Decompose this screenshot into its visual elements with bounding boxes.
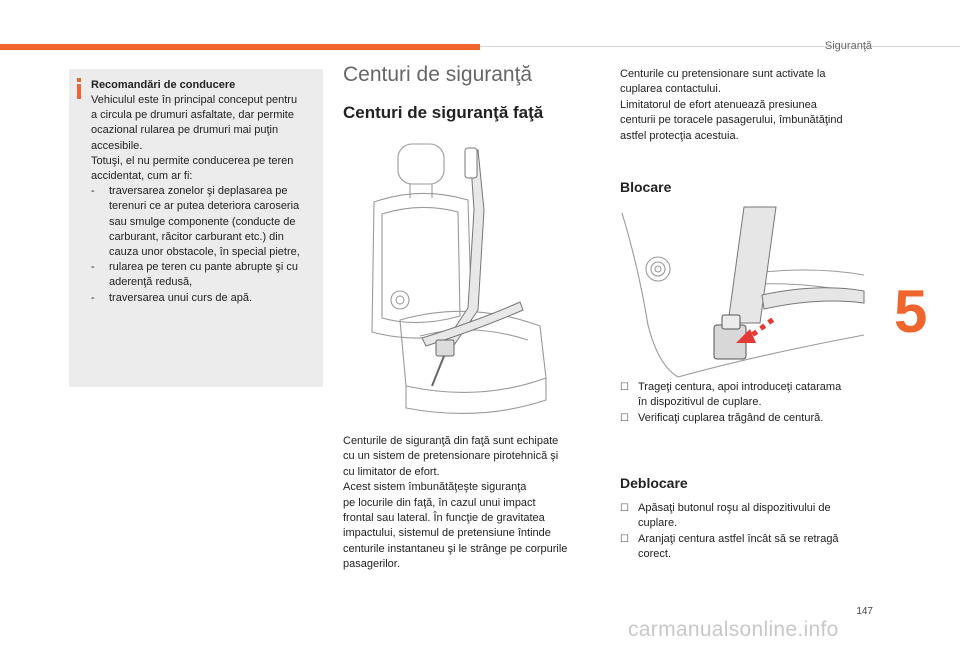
deblocare-heading: Deblocare [620,475,688,491]
section-subtitle: Centuri de siguranţă faţă [343,103,544,122]
list-item: ☐ Trageţi centura, apoi introduceţi catarama în dispozitivul de cuplare. [620,381,842,409]
checkbox-icon: ☐ [620,503,629,514]
page-title: Centuri de siguranţă [343,63,533,86]
header-accent-bar [0,44,480,50]
info-line: Vehiculul este în principal conceput pentru [91,94,298,106]
dash-item: - traversarea zonelor şi deplasarea pe [91,185,288,198]
list-item: ☐ Apăsaţi butonul roşu al dispozitivului de cuplare. [620,502,831,530]
pretension-intro: Centurile cu pretensionare sunt activate la cuplarea contactului. Limitatorul de efort atenuează presiunea centurii pe toracele pasagerului, îmbunătăţind astfel protecţia acestuia. [620,68,843,142]
info-line: accesibile. [91,139,143,152]
info-box-title: Recomandări de conducere [91,79,236,91]
chapter-number: 5 [894,278,928,345]
seat-icon [360,140,570,427]
blocare-list [620,380,865,426]
dash-item-cont: terenuri ce ar putea deteriora caroseria [109,200,300,213]
deblocare-list [620,501,865,563]
blocare-heading: Blocare [620,179,672,195]
list-item: ☐ Verificaţi cuplarea trăgând de centură. [620,411,865,426]
seat-belt-illustration [360,140,570,427]
info-line: ocazional rularea pe drumuri mai puţin [91,124,279,137]
info-box [69,69,323,387]
info-box-body [77,93,321,306]
buckle-illustration [618,205,866,380]
info-line: accidentat, cum ar fi: [91,170,193,183]
info-line: a circula pe drumuri asfaltate, dar permite [91,109,294,122]
dash-item-cont: sau smulge componente (conducte de [109,215,296,228]
buckle-icon [618,205,866,380]
dash-item: - traversarea unui curs de apă. [91,291,253,304]
checkbox-icon: ☐ [620,382,629,393]
main-paragraph: Centurile de siguranţă din faţă sunt echipate cu un sistem de pretensionare pirotehnică şi cu limitator de efort. Acest sistem îmbunătăţeşte siguranţa pe locurile din faţă, în cazul unui impact frontal sau lateral. În funcţie de gravitatea impactului, sistemul de pretensiune întinde centurile instantaneu şi le strânge pe corpurile pasagerilor. [343,435,568,571]
checkbox-icon: ☐ [620,533,629,545]
checkbox-icon: ☐ [620,412,629,424]
watermark: carmanualsonline.info [628,618,839,641]
page-number: 147 [856,606,873,617]
list-item: ☐ Aranjaţi centura astfel încât să se retragă corect. [620,532,839,561]
info-line: Totuşi, el nu permite conducerea pe teren [91,154,294,167]
dash-item-cont: cauza unor obstacole, în special pietre, [109,246,300,259]
dash-item: - rularea pe teren cu pante abrupte şi cu [91,261,298,274]
header-divider [480,46,960,47]
section-label: Siguranţă [824,40,872,52]
dash-item-cont: aderenţă redusă, [109,276,193,289]
dash-item-cont: carburant, răcitor carburant etc.) din [109,230,284,243]
